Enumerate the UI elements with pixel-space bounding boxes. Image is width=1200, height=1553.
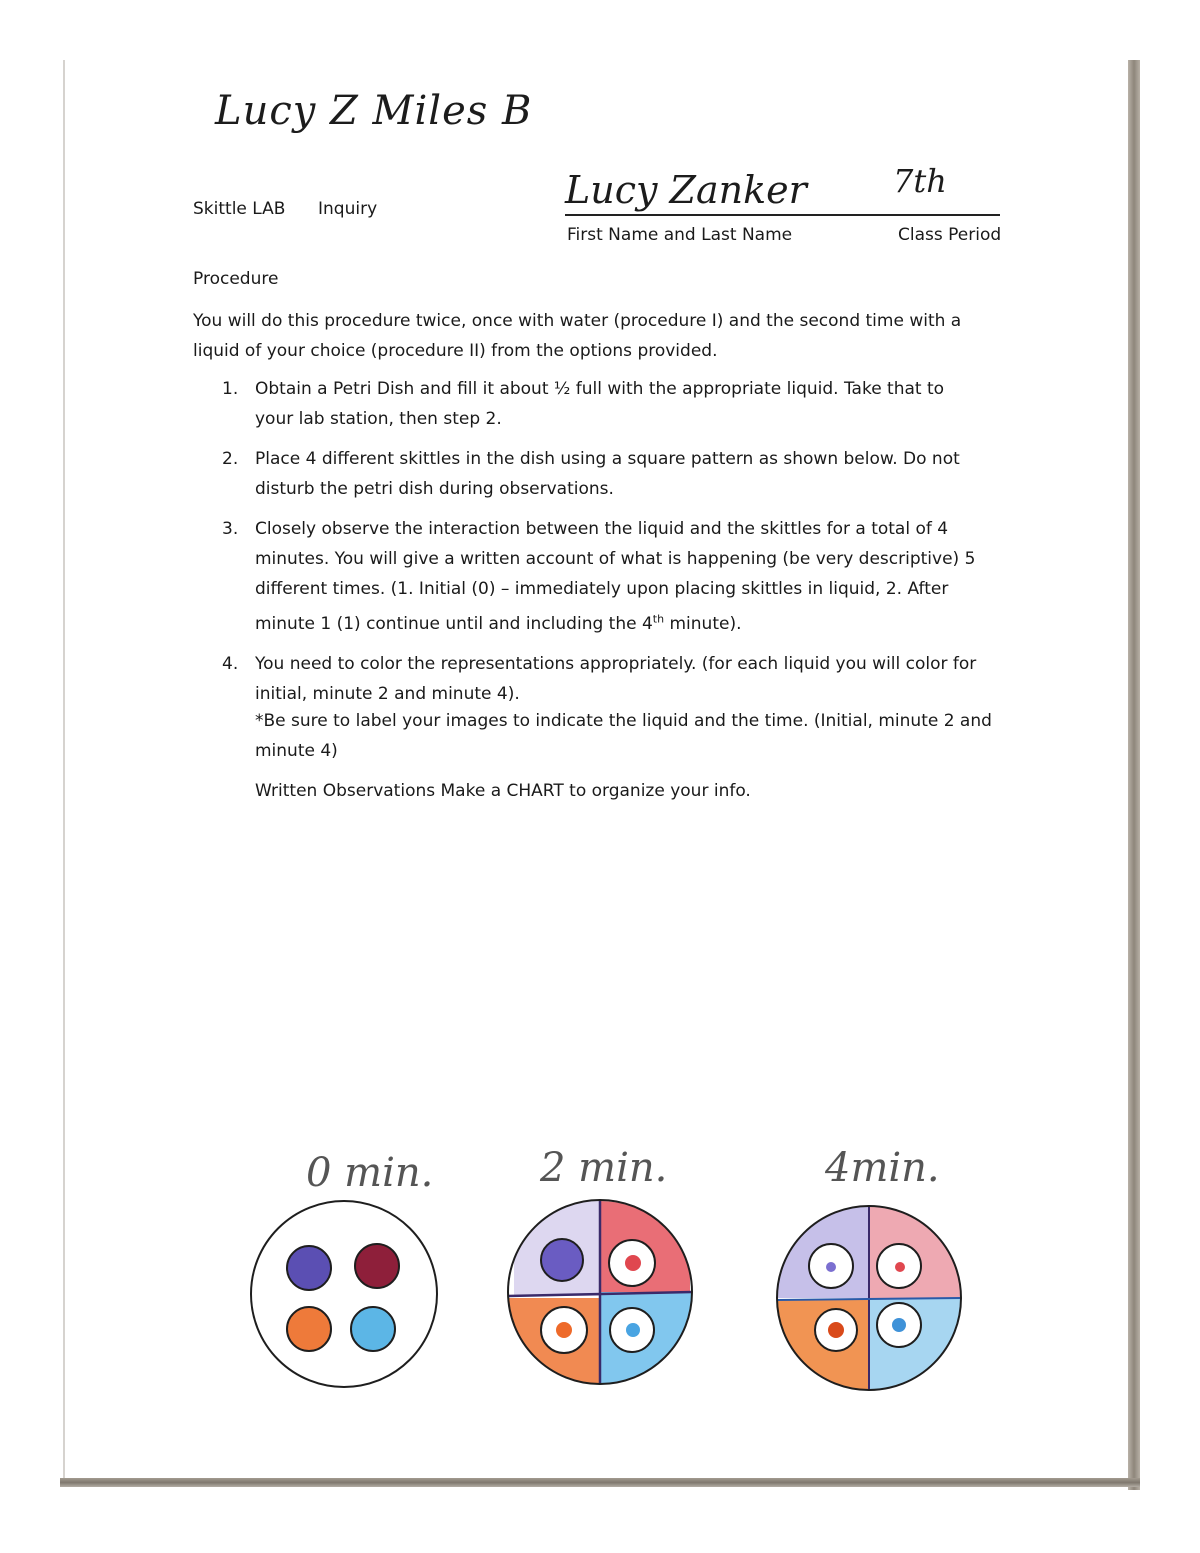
- procedure-intro-line-1: You will do this procedure twice, once with water (procedure I) and the second time with a: [193, 311, 962, 331]
- procedure-step-3: [222, 514, 982, 639]
- skittle-core-red: [895, 1262, 905, 1272]
- name-label: First Name and Last Name: [567, 225, 793, 245]
- dish-label-0min: 0 min.: [306, 1150, 434, 1196]
- step-text: You need to color the representations appropriately. (for each liquid you will color for initial, minute 2 and minute 4).: [255, 653, 977, 704]
- handwritten-group-names: Lucy Z Miles B: [215, 88, 533, 134]
- skittle-core-blue: [892, 1318, 906, 1332]
- procedure-intro-line-2: liquid of your choice (procedure II) from the options provided.: [193, 341, 718, 361]
- procedure-step-1: [222, 374, 982, 434]
- step-text: Place 4 different skittles in the dish using a square pattern as shown below. Do not disturb the petri dish during observations.: [255, 449, 960, 499]
- step-text: [255, 519, 975, 634]
- skittle-orange: [287, 1307, 331, 1351]
- step-text-before: Closely observe the interaction between the liquid and the skittles for a total of 4 minutes. You will give a written account of what is happening (be very descriptive) 5 different times. (1. Initial (0) – immediately upon placing skittles in liquid, 2. After minute 1 (1) continue until and including the 4: [255, 519, 976, 634]
- page-edge-right: [1128, 60, 1140, 1490]
- skittle-core-orange: [828, 1322, 844, 1338]
- signature-line: [565, 214, 1000, 216]
- skittle-purple: [541, 1239, 583, 1281]
- procedure-step-2: [222, 444, 982, 504]
- dish-outline: [251, 1201, 437, 1387]
- step-text-after: minute).: [664, 613, 742, 634]
- petri-dish-4min: [773, 1202, 965, 1394]
- skittle-core-red: [625, 1255, 641, 1271]
- page-edge-bottom: [60, 1478, 1140, 1487]
- handwritten-signature: Lucy Zanker: [565, 168, 807, 212]
- step-number: 4.: [222, 653, 239, 674]
- page-edge-left: [63, 60, 65, 1480]
- skittle-core-purple: [826, 1262, 836, 1272]
- step-number: 1.: [222, 379, 239, 399]
- skittle-core-orange: [556, 1322, 572, 1338]
- petri-dish-0min: [248, 1198, 440, 1390]
- petri-dish-2min: [504, 1196, 696, 1388]
- step-number: 3.: [222, 519, 239, 539]
- procedure-steps: [222, 374, 982, 719]
- skittle-red: [355, 1244, 399, 1288]
- procedure-step-4: [222, 649, 982, 709]
- observations-instruction: Written Observations Make a CHART to organize your info.: [255, 781, 751, 801]
- skittle-core-blue: [626, 1323, 640, 1337]
- procedure-intro: [193, 306, 983, 366]
- procedure-heading: Procedure: [193, 269, 279, 289]
- dish-label-4min: 4min.: [825, 1145, 940, 1191]
- superscript-th: th: [652, 612, 665, 625]
- class-period-label: Class Period: [898, 225, 1002, 245]
- skittle-purple: [287, 1246, 331, 1290]
- label-note: *Be sure to label your images to indicate the liquid and the time. (Initial, minute 2 and minute 4): [255, 711, 992, 761]
- lab-subtitle: Inquiry: [318, 199, 378, 219]
- skittle-blue: [351, 1307, 395, 1351]
- lab-title: Skittle LAB: [193, 199, 286, 219]
- dish-label-2min: 2 min.: [540, 1145, 668, 1191]
- handwritten-class-period: 7th: [893, 162, 947, 200]
- step-text: Obtain a Petri Dish and fill it about ½ full with the appropriate liquid. Take that to your lab station, then step 2.: [255, 379, 945, 429]
- step-number: 2.: [222, 449, 239, 469]
